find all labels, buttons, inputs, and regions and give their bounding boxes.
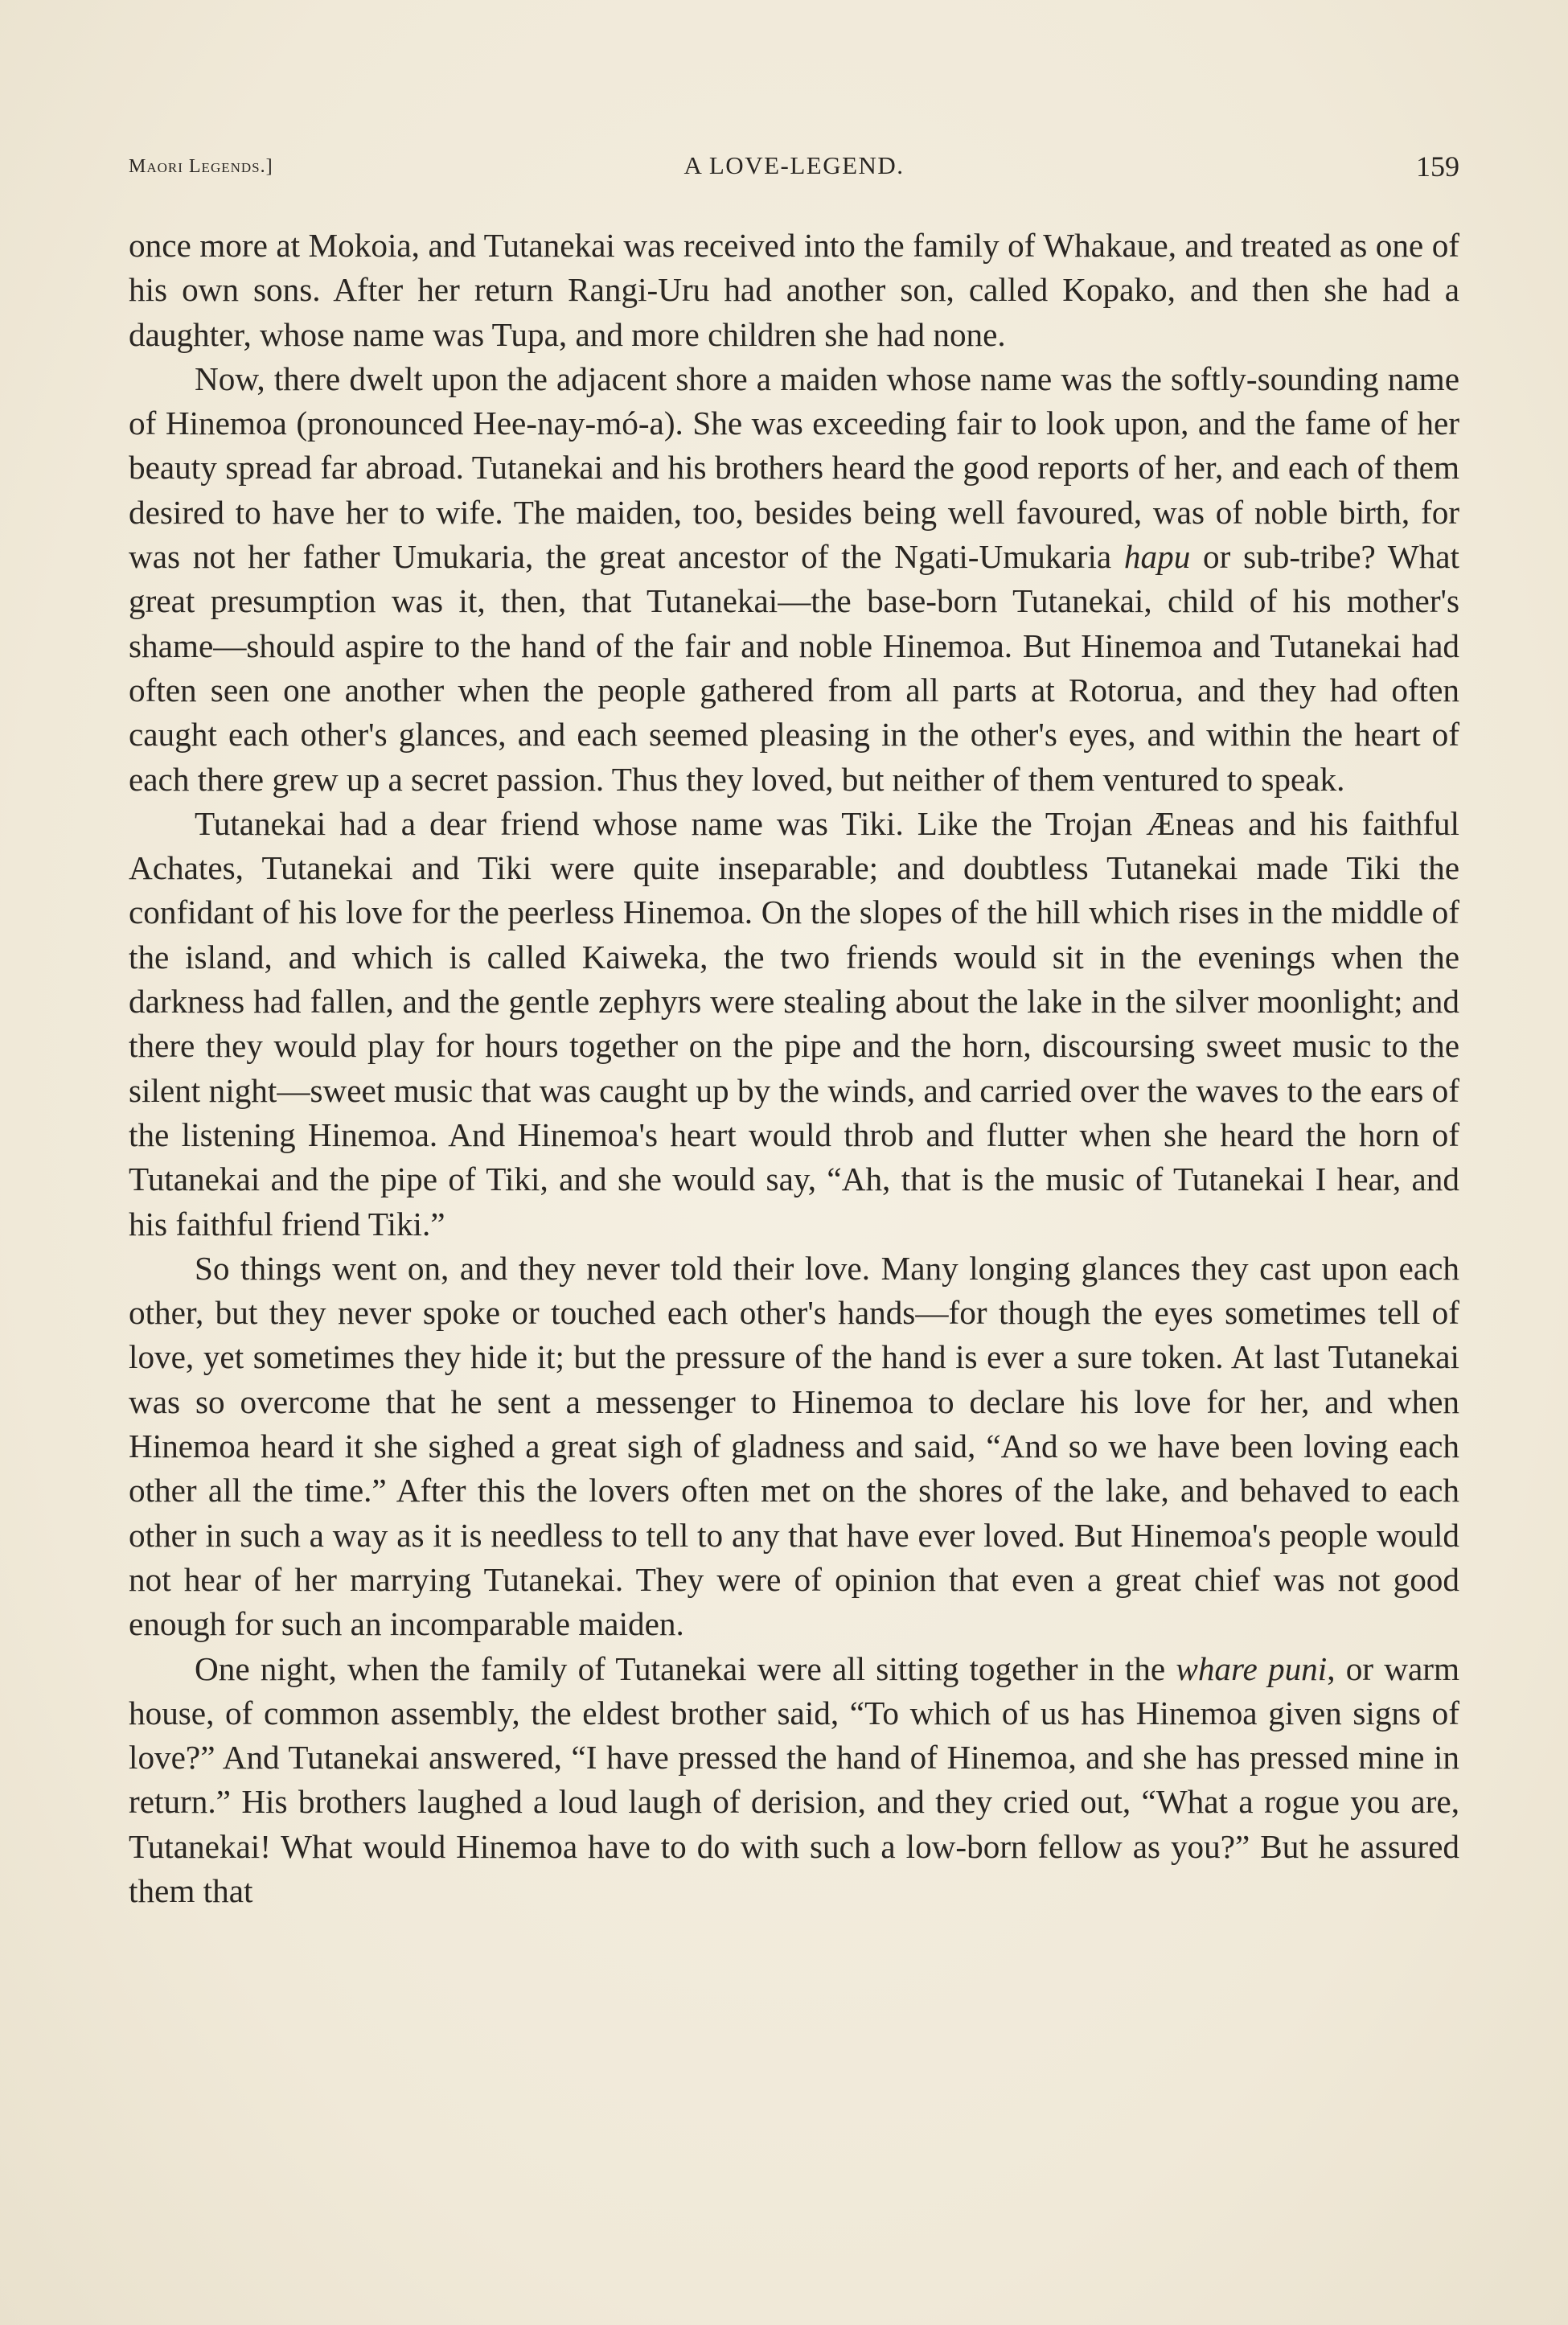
paragraph-3: Tutanekai had a dear friend whose name was Tiki. Like the Trojan Æneas and his faithful Achates, Tutanekai and Tiki were quite inseparable; and doubtless Tutanekai made Tiki the confidant of his love for the peerless Hinemoa. On the slopes of the hill which rises in the middle of the island, and which is called Kaiweka, the two friends would sit in the evenings when the darkness had fallen, and the gentle zephyrs were stealing about the lake in the silver moonlight; and there they would play for hours together on the pipe and the horn, discoursing sweet music to the silent night—sweet music that was caught up by the winds, and carried over the waves to the ears of the listening Hinemoa. And Hinemoa's heart would throb and flutter when she heard the horn of Tutanekai and the pipe of Tiki, and she would say, “Ah, that is the music of Tutanekai I hear, and his faithful friend Tiki.” [129,804,1459,1243]
running-head-title: A LOVE-LEGEND. [683,151,905,179]
paragraph-1: once more at Mokoia, and Tutanekai was received into the family of Whakaue, and treated as one of his own sons. After her return Rangi-Uru had another son, called Kopako, and then she had a daughter, whose name was Tupa, and more children she had none. [129,227,1459,353]
running-head-section: Maori Legends.] [129,156,273,177]
page-number: 159 [1416,150,1459,183]
paragraph-2-italic: hapu [1123,538,1191,576]
paragraph-2 [129,357,1459,802]
paragraph-5-part-2: , or warm house, of common assembly, the eldest brother said, “To which of us has Hinemoa given signs of love?” And Tutanekai answered, “I have pressed the hand of Hinemoa, and she has pressed mine in return.” His brothers laughed a loud laugh of derision, and they cried out, “What a rogue you are, Tutanekai! What would Hinemoa have to do with such a low-born fellow as you?” But he assured them that [129,1649,1459,1909]
running-head [129,151,1459,191]
paragraph-2-part-1: Now, there dwelt upon the adjacent shore a maiden whose name was the softly-sounding name of Hinemoa (pronounced Hee-nay-mó-a). She was exceeding fair to look upon, and the fame of her beauty spread far abroad. Tutanekai and his brothers heard the good reports of her, and each of them desired to have her to wife. The maiden, too, besides being well favoured, was of noble birth, for was not her father Umukaria, the great ancestor of the Ngati-Umukaria [129,359,1459,576]
paragraph-2-part-2: or sub-tribe? What great presumption was it, then, that Tutanekai—the base-born Tutanekai, child of his mother's shame—should aspire to the hand of the fair and noble Hinemoa. But Hinemoa and Tutanekai had often seen one another when the people gathered from all parts at Rotorua, and they had often caught each other's glances, and each seemed pleasing in the other's eyes, and within the heart of each there grew up a secret passion. Thus they loved, but neither of them ventured to speak. [129,538,1459,798]
paragraph-5-italic: whare puni [1176,1649,1328,1687]
paragraph-4: So things went on, and they never told their love. Many longing glances they cast upon each other, but they never spoke or touched each other's hands—for though the eyes sometimes tell of love, yet sometimes they hide it; but the pressure of the hand is ever a sure token. At last Tutanekai was so overcome that he sent a messenger to Hinemoa to declare his love for her, and when Hinemoa heard it she sighed a great sigh of gladness and said, “And so we have been loving each other all the time.” After this the lovers often met on the shores of the lake, and behaved to each other in such a way as it is needless to tell to any that have ever loved. But Hinemoa's people would not hear of her marrying Tutanekai. They were of opinion that even a great chief was not good enough for such an incomparable maiden. [129,1249,1459,1643]
body-text [129,224,1459,1913]
paragraph-5 [129,1647,1459,1914]
paragraph-5-part-1: One night, when the family of Tutanekai were all sitting together in the [195,1649,1176,1687]
